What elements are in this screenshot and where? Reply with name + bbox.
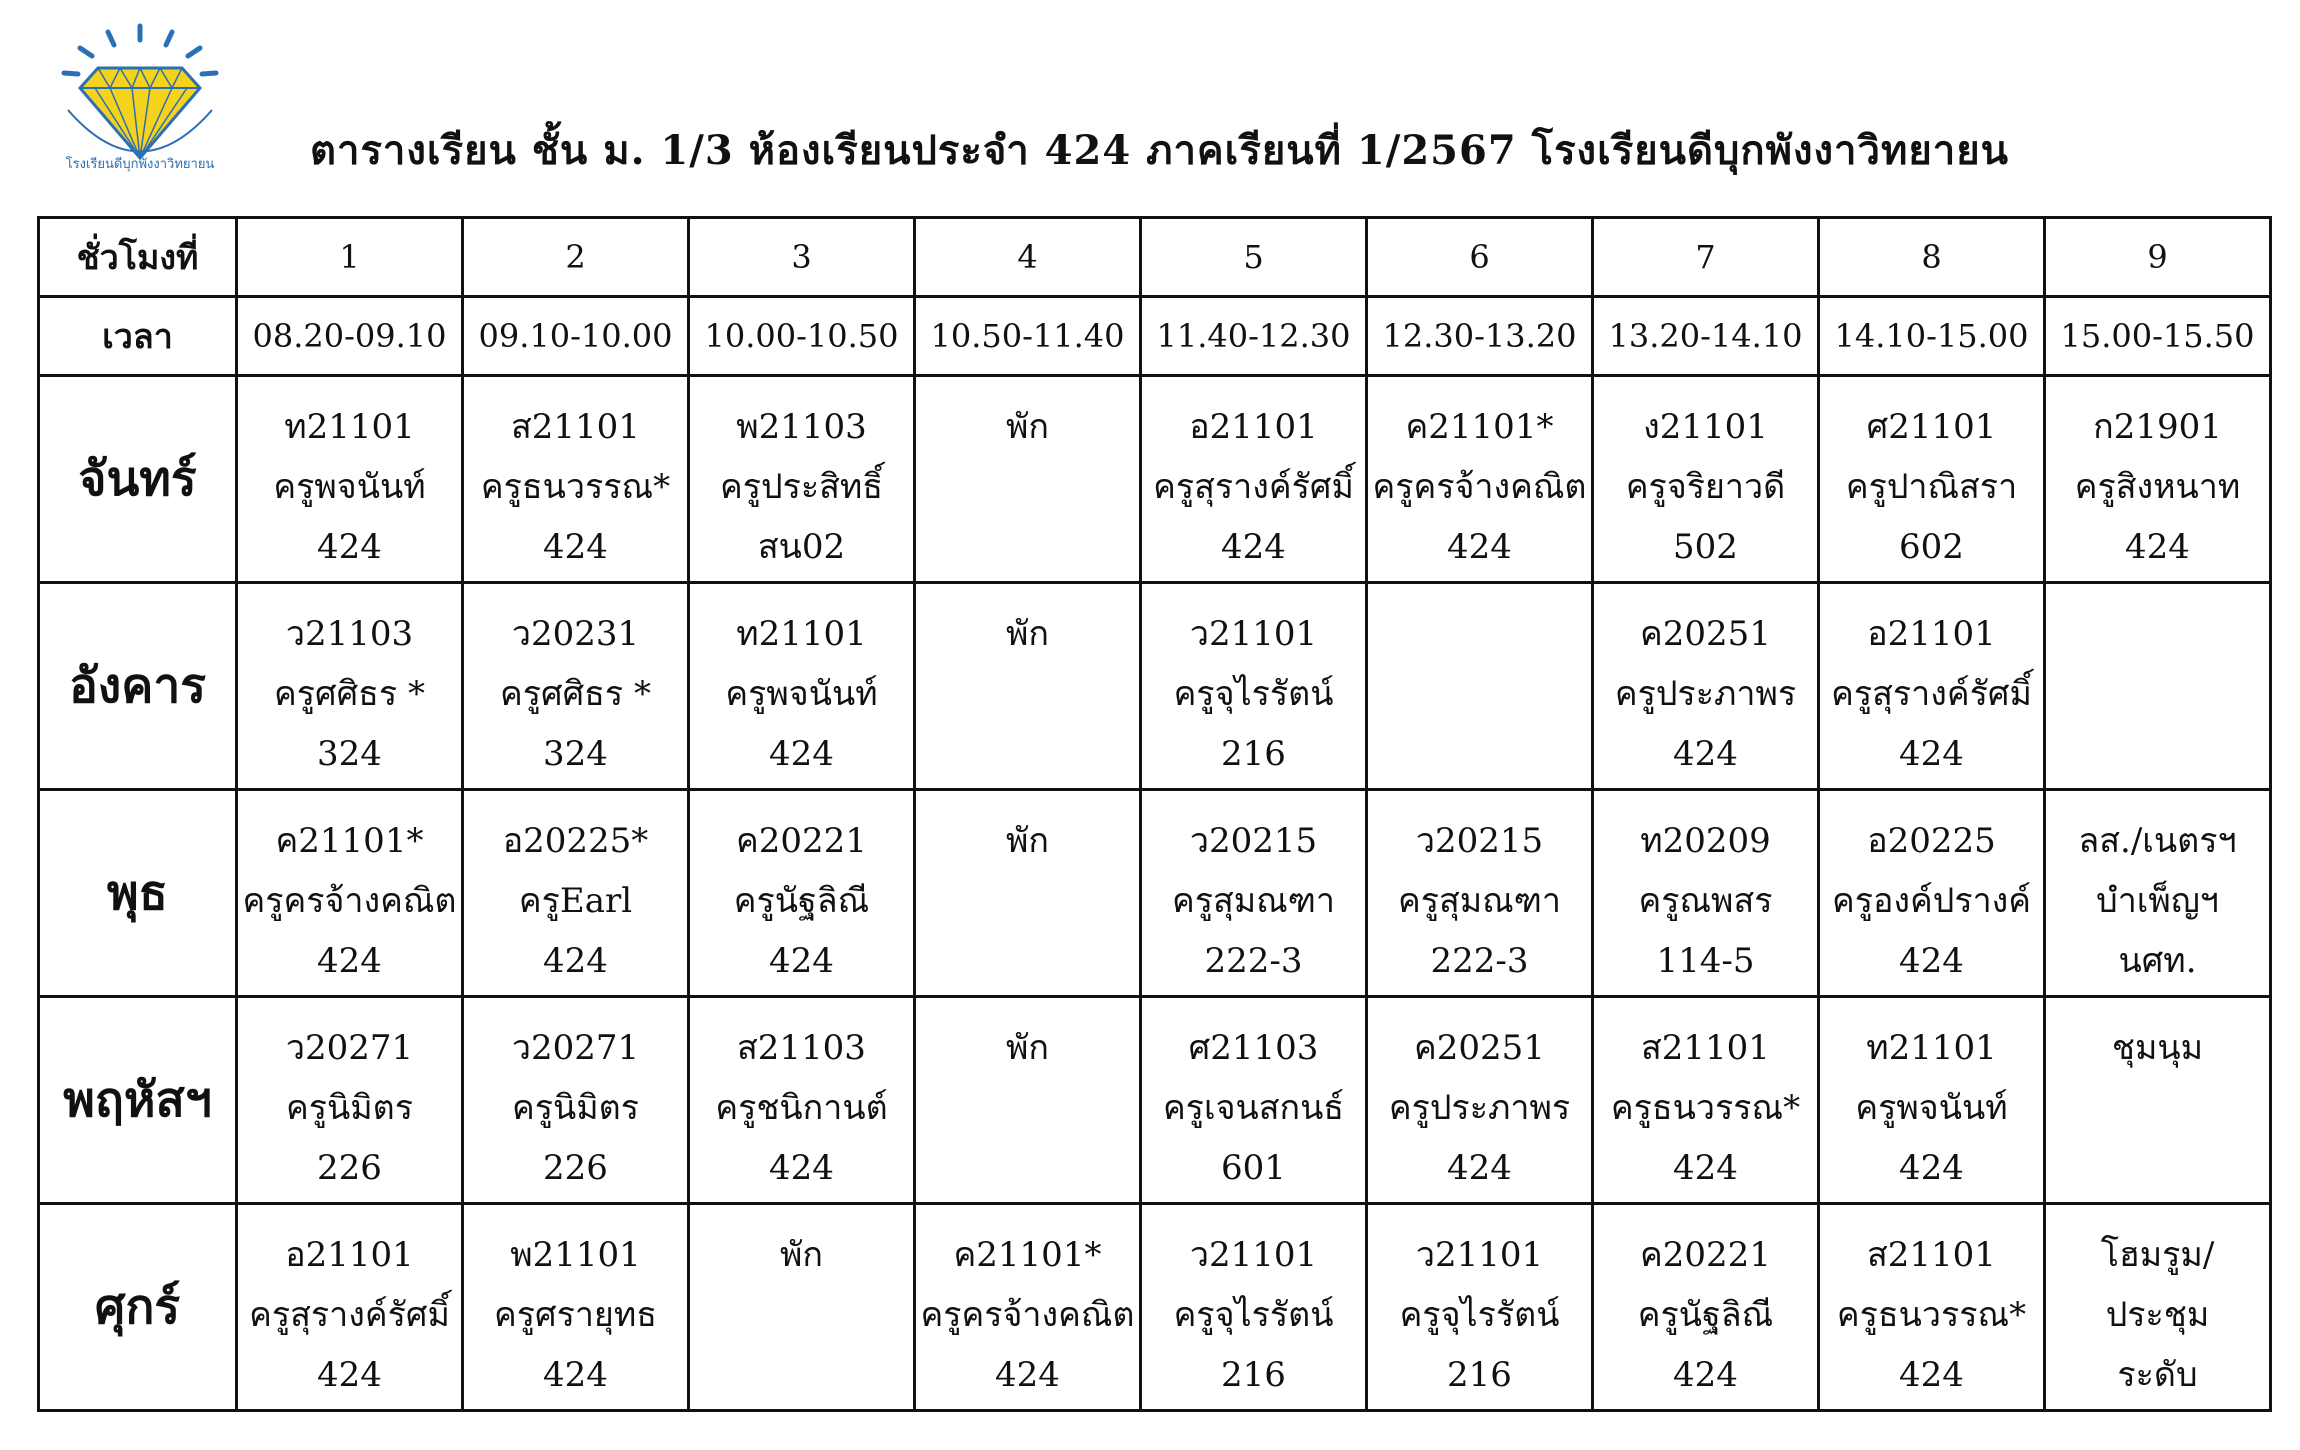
room-number: 602 [1899,527,1964,567]
logo-text: โรงเรียนดีบุกพังงาวิทยายน [65,157,215,172]
schedule-cell [1819,376,2045,583]
subject-code: พัก [1006,614,1049,654]
teacher-name: ครูศศิธร * [274,674,425,714]
subject-code: อ21101 [285,1235,414,1275]
teacher-name: ครูสิงหนาท [2074,467,2241,507]
room-number: 324 [543,734,608,774]
teacher-name: ครูพจนันท์ [273,467,426,507]
schedule-cell [463,1204,689,1411]
room-number: 424 [317,527,382,567]
time-slot: 14.10-15.00 [1819,297,2045,376]
day-row [39,1204,2271,1411]
schedule-cell [1593,1204,1819,1411]
schedule-cell [2045,1204,2271,1411]
room-number: 424 [1447,527,1512,567]
subject-code: ค21101* [1405,407,1554,447]
schedule-cell [689,790,915,997]
room-number: 324 [317,734,382,774]
teacher-name: ประชุม [2105,1295,2210,1335]
schedule-cell [1367,790,1593,997]
teacher-name: ครูครจ้างคณิต [242,881,457,921]
day-name: พุธ [39,790,237,997]
period-number: 5 [1141,218,1367,297]
subject-code: อ21101 [1189,407,1318,447]
schedule-cell [237,583,463,790]
subject-code: พัก [1006,821,1049,861]
schedule-cell [1593,997,1819,1204]
day-row [39,790,2271,997]
room-number: สน02 [757,527,846,567]
schedule-cell [915,376,1141,583]
time-slot: 13.20-14.10 [1593,297,1819,376]
period-row [39,218,2271,297]
schedule-cell [463,376,689,583]
timetable [37,216,2272,1412]
teacher-name: ครูสุรางค์รัศมิ์ [1153,467,1354,507]
period-label: ชั่วโมงที่ [39,218,237,297]
room-number: 424 [769,734,834,774]
room-number: 424 [769,1148,834,1188]
day-name: จันทร์ [39,376,237,583]
day-row [39,583,2271,790]
schedule-cell [237,376,463,583]
room-number: 424 [1899,734,1964,774]
subject-code: ว20215 [1415,821,1544,861]
subject-code: ส21103 [737,1028,866,1068]
subject-code: ค20251 [1414,1028,1545,1068]
schedule-cell [2045,790,2271,997]
room-number: 424 [2125,527,2190,567]
period-number: 3 [689,218,915,297]
subject-code: อ20225* [502,821,649,861]
period-number: 6 [1367,218,1593,297]
subject-code: ค20251 [1640,614,1771,654]
schedule-cell [1819,790,2045,997]
period-number: 7 [1593,218,1819,297]
room-number: 424 [543,1355,608,1395]
subject-code: ท21101 [736,614,867,654]
schedule-cell [237,997,463,1204]
day-name: อังคาร [39,583,237,790]
teacher-name: ครูธนวรรณ* [1836,1295,2027,1335]
schedule-cell [689,1204,915,1411]
subject-code: ส21101 [511,407,640,447]
subject-code: พัก [1006,1028,1049,1068]
subject-code: พ21101 [510,1235,641,1275]
subject-code: ศ21103 [1188,1028,1319,1068]
time-slot: 11.40-12.30 [1141,297,1367,376]
subject-code: ง21101 [1643,407,1768,447]
room-number: 424 [1673,734,1738,774]
room-number: 226 [317,1148,382,1188]
subject-code: ว21103 [285,614,414,654]
room-number: 424 [995,1355,1060,1395]
teacher-name: ครูประภาพร [1388,1088,1571,1128]
subject-code: ว20271 [285,1028,414,1068]
room-number: 216 [1447,1355,1512,1395]
room-number: 222-3 [1430,941,1529,981]
subject-code: ก21901 [2093,407,2222,447]
teacher-name: ครูนิมิตร [285,1088,413,1128]
teacher-name: ครูครจ้างคณิต [1372,467,1587,507]
teacher-name: ครูองค์ปรางค์ [1831,881,2032,921]
schedule-cell [463,997,689,1204]
room-number: 424 [1221,527,1286,567]
schedule-cell [1367,376,1593,583]
day-name: พฤหัสฯ [39,997,237,1204]
subject-code: อ21101 [1867,614,1996,654]
schedule-cell [1367,1204,1593,1411]
subject-code: ท21101 [1866,1028,1997,1068]
teacher-name: ครูปาณิสรา [1845,467,2018,507]
room-number: 424 [543,527,608,567]
room-number: 424 [317,941,382,981]
time-slot: 15.00-15.50 [2045,297,2271,376]
day-row [39,997,2271,1204]
room-number: 601 [1221,1148,1286,1188]
teacher-name: บำเพ็ญฯ [2096,881,2219,921]
teacher-name: ครูศรายุทธ [493,1295,658,1335]
schedule-cell [915,583,1141,790]
teacher-name: ครูธนวรรณ* [1610,1088,1801,1128]
room-number: 114-5 [1656,941,1755,981]
period-number: 8 [1819,218,2045,297]
schedule-cell [1593,376,1819,583]
schedule-cell [463,790,689,997]
schedule-cell [2045,997,2271,1204]
teacher-name: ครูพจนันท์ [725,674,878,714]
schedule-cell [915,790,1141,997]
schedule-cell [1141,583,1367,790]
subject-code: ส21101 [1867,1235,1996,1275]
room-number: 216 [1221,1355,1286,1395]
schedule-cell [689,376,915,583]
subject-code: ท20209 [1640,821,1771,861]
room-number: 216 [1221,734,1286,774]
time-slot: 08.20-09.10 [237,297,463,376]
subject-code: โฮมรูม/ [2100,1235,2215,1275]
teacher-name: ครูนัฐลิณี [733,881,870,921]
schedule-cell [689,583,915,790]
schedule-cell [2045,376,2271,583]
teacher-name: ครูสุมณฑา [1171,881,1336,921]
schedule-cell [1367,997,1593,1204]
teacher-name: ครูพจนันท์ [1855,1088,2008,1128]
schedule-cell [2045,583,2271,790]
page-title: ตารางเรียน ชั้น ม. 1/3 ห้องเรียนประจำ 424 ภาคเรียนที่ 1/2567 โรงเรียนดีบุกพังงาวิทยายน [310,127,2010,174]
teacher-name: ครูประสิทธิ์ [719,467,884,507]
subject-code: ว21101 [1415,1235,1544,1275]
schedule-cell [237,790,463,997]
room-number: 424 [1673,1148,1738,1188]
schedule-cell [1141,1204,1367,1411]
subject-code: ค21101* [953,1235,1102,1275]
school-logo [50,18,230,178]
room-number: 424 [317,1355,382,1395]
time-row [39,297,2271,376]
subject-code: พัก [1006,407,1049,447]
teacher-name: ครูเจนสกนธ์ [1162,1088,1345,1128]
room-number: 222-3 [1204,941,1303,981]
room-number: 226 [543,1148,608,1188]
subject-code: ค20221 [736,821,867,861]
teacher-name: ครูEarl [518,881,633,921]
subject-code: ท21101 [284,407,415,447]
subject-code: ว21101 [1189,1235,1318,1275]
teacher-name: ครูณพสร [1638,881,1773,921]
schedule-cell [915,1204,1141,1411]
schedule-cell [689,997,915,1204]
teacher-name: ครูครจ้างคณิต [920,1295,1135,1335]
period-number: 9 [2045,218,2271,297]
teacher-name: ครูสุมณฑา [1397,881,1562,921]
subject-code: ว20231 [511,614,640,654]
subject-code: ว20215 [1189,821,1318,861]
time-label: เวลา [39,297,237,376]
teacher-name: ครูศศิธร * [500,674,651,714]
period-number: 4 [915,218,1141,297]
schedule-cell [237,1204,463,1411]
teacher-name: ครูสุรางค์รัศมิ์ [249,1295,450,1335]
schedule-cell [1819,583,2045,790]
room-number: ระดับ [2117,1355,2198,1395]
schedule-cell [1593,790,1819,997]
subject-code: พ21103 [736,407,867,447]
room-number: 424 [1899,1148,1964,1188]
time-slot: 12.30-13.20 [1367,297,1593,376]
schedule-cell [1819,1204,2045,1411]
subject-code: ลส./เนตรฯ [2078,821,2237,861]
room-number: 424 [543,941,608,981]
schedule-cell [1141,997,1367,1204]
period-number: 2 [463,218,689,297]
subject-code: ส21101 [1641,1028,1770,1068]
room-number: 424 [769,941,834,981]
schedule-cell [1593,583,1819,790]
teacher-name: ครูนัฐลิณี [1637,1295,1774,1335]
time-slot: 10.00-10.50 [689,297,915,376]
teacher-name: ครูนิมิตร [511,1088,639,1128]
teacher-name: ครูชนิกานต์ [715,1088,888,1128]
subject-code: พัก [780,1235,823,1275]
schedule-cell [1367,583,1593,790]
time-slot: 10.50-11.40 [915,297,1141,376]
subject-code: ว20271 [511,1028,640,1068]
subject-code: ค20221 [1640,1235,1771,1275]
teacher-name: ครูจุไรรัตน์ [1399,1295,1560,1335]
subject-code: ศ21101 [1866,407,1997,447]
period-number: 1 [237,218,463,297]
subject-code: ว21101 [1189,614,1318,654]
teacher-name: ครูจุไรรัตน์ [1173,674,1334,714]
day-row [39,376,2271,583]
room-number: 502 [1673,527,1738,567]
teacher-name: ครูสุรางค์รัศมิ์ [1831,674,2032,714]
room-number: นศท. [2118,941,2197,981]
teacher-name: ครูธนวรรณ* [480,467,671,507]
subject-code: ค21101* [275,821,424,861]
room-number: 424 [1673,1355,1738,1395]
schedule-cell [1141,376,1367,583]
schedule-cell [1141,790,1367,997]
teacher-name: ครูจุไรรัตน์ [1173,1295,1334,1335]
subject-code: อ20225 [1867,821,1996,861]
teacher-name: ครูประภาพร [1614,674,1797,714]
teacher-name: ครูจริยาวดี [1625,467,1786,507]
room-number: 424 [1447,1148,1512,1188]
schedule-cell [463,583,689,790]
room-number: 424 [1899,1355,1964,1395]
schedule-cell [915,997,1141,1204]
room-number: 424 [1899,941,1964,981]
time-slot: 09.10-10.00 [463,297,689,376]
schedule-cell [1819,997,2045,1204]
subject-code: ชุมนุม [2111,1028,2204,1068]
day-name: ศุกร์ [39,1204,237,1411]
